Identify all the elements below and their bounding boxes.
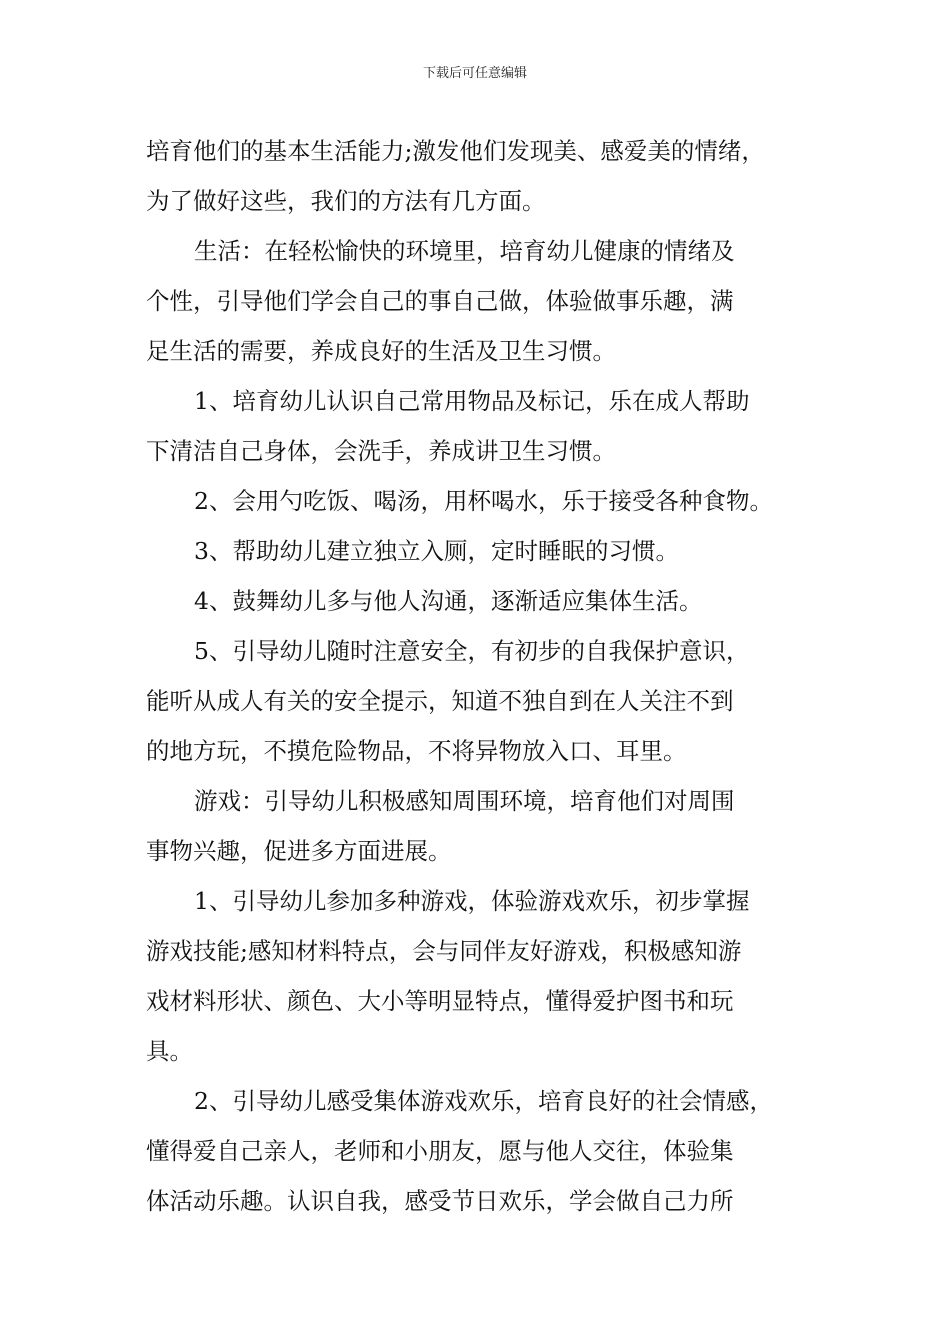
text-line: 游戏技能;感知材料特点，会与同伴友好游戏，积极感知游 (146, 937, 742, 965)
text-line: 能听从成人有关的安全提示，知道不独自到在人关注不到 (146, 687, 734, 715)
text-line: 为了做好这些，我们的方法有几方面。 (146, 187, 546, 215)
text-line: 1、引导幼儿参加多种游戏，体验游戏欢乐，初步掌握 (194, 887, 750, 915)
text-line: 的地方玩，不摸危险物品，不将异物放入口、耳里。 (146, 737, 687, 765)
text-line: 戏材料形状、颜色、大小等明显特点，懂得爱护图书和玩 (146, 987, 734, 1015)
text-line: 2、引导幼儿感受集体游戏欢乐，培育良好的社会情感， (194, 1087, 773, 1115)
text-line: 足生活的需要，养成良好的生活及卫生习惯。 (146, 337, 616, 365)
text-line: 事物兴趣，促进多方面进展。 (146, 837, 452, 865)
text-line: 下清洁自己身体，会洗手，养成讲卫生习惯。 (146, 437, 616, 465)
text-line: 5、引导幼儿随时注意安全，有初步的自我保护意识， (194, 637, 750, 665)
text-line: 个性，引导他们学会自己的事自己做，体验做事乐趣，满 (146, 287, 734, 315)
text-line: 3、帮助幼儿建立独立入厕，定时睡眠的习惯。 (194, 537, 679, 565)
text-line: 1、培育幼儿认识自己常用物品及标记，乐在成人帮助 (194, 387, 750, 415)
text-line: 生活：在轻松愉快的环境里，培育幼儿健康的情绪及 (194, 237, 735, 265)
text-line: 懂得爱自己亲人，老师和小朋友，愿与他人交往，体验集 (146, 1137, 734, 1165)
text-line: 2、会用勺吃饭、喝汤，用杯喝水，乐于接受各种食物。 (194, 487, 773, 515)
text-line: 体活动乐趣。认识自我，感受节日欢乐，学会做自己力所 (146, 1187, 734, 1215)
text-line: 4、鼓舞幼儿多与他人沟通，逐渐适应集体生活。 (194, 587, 703, 615)
page-header: 下载后可任意编辑 (422, 66, 527, 81)
text-line: 游戏：引导幼儿积极感知周围环境，培育他们对周围 (194, 787, 735, 815)
text-line: 培育他们的基本生活能力;激发他们发现美、感爱美的情绪， (146, 137, 765, 165)
text-line: 具。 (146, 1037, 193, 1065)
